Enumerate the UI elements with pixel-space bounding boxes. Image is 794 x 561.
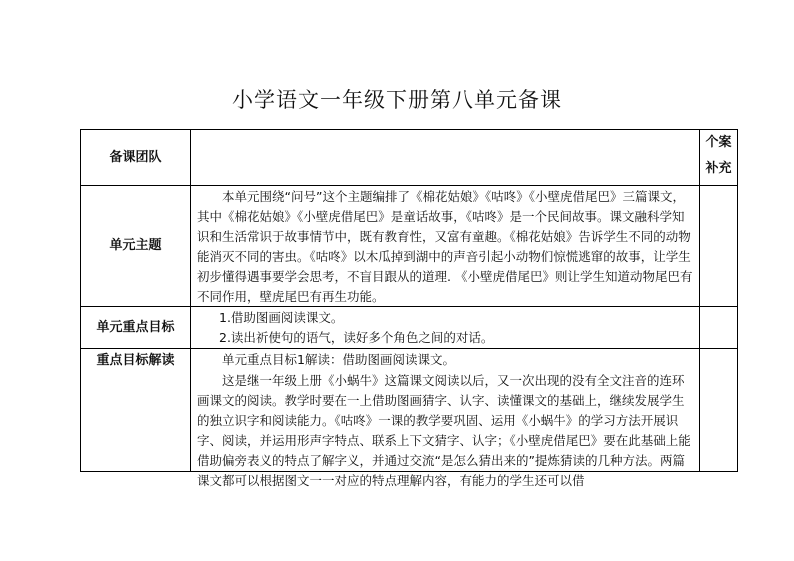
interpretation-row [81,349,738,472]
goals-row [81,307,738,349]
theme-label: 单元主题 [81,186,191,307]
interpretation-label: 重点目标解读 [81,349,191,472]
document-title: 小学语文一年级下册第八单元备课 [232,88,562,112]
goals-label: 单元重点目标 [81,307,191,349]
theme-paragraph: 本单元围绕“问号”这个主题编排了《棉花姑娘》《咕咚》《小壁虎借尾巴》三篇课文，其中《棉花姑娘》《小壁虎借尾巴》是童话故事，《咕咚》是一个民间故事。课文融科学知识和生活常识于故事情节中，既有教育性，又富有童趣。《棉花姑娘》告诉学生不同的动物能消灭不同的害虫。《咕咚》以木瓜掉到湖中的声音引起小动物们惊慌逃窜的故事，让学生初步懂得遇事要学会思考，不盲目跟从的道理. 《小壁虎借尾巴》则让学生知道动物尾巴有不同作用，壁虎尾巴有再生功能。 [197,189,693,304]
goals-content [191,307,700,349]
note-header [700,130,738,186]
interpretation-note [700,349,738,472]
team-content [191,130,700,186]
goal-item-1: 1.借助图画阅读课文。 [219,310,344,325]
lesson-plan-table [80,129,738,488]
interpretation-paragraph: 这是继一年级上册《小蜗牛》这篇课文阅读以后，又一次出现的没有全文注音的连环画课文的阅读。教学时要在一上借助图画猜字、认字、读懂课文的基础上，继续发展学生的独立识字和阅读能力。《咕咚》一课的教学要巩固、运用《小蜗牛》的学习方法开展识字、阅读，并运用形声字特点、联系上下文猜字、认字；《小壁虎借尾巴》要在此基础上能借助偏旁表义的特点了解字义，并通过交流“是怎么猜出来的”提炼猜读的几种方法。两篇课文都可以根据图文一一对应的特点理解内容，有能力的学生还可以借 [197,373,691,488]
note-header-line1: 个案 [705,135,732,150]
goals-note [700,307,738,349]
goals-list [191,307,699,348]
note-header-line2: 补充 [705,161,732,176]
theme-row [81,186,738,307]
interpretation-content [191,349,700,488]
theme-note [700,186,738,307]
goal-item-2: 2.读出祈使句的语气，读好多个角色之间的对话。 [219,330,494,345]
interpretation-heading: 单元重点目标1解读：借助图画阅读课文。 [222,352,455,367]
team-row [81,130,738,186]
theme-content [191,186,700,307]
team-label: 备课团队 [81,130,191,186]
